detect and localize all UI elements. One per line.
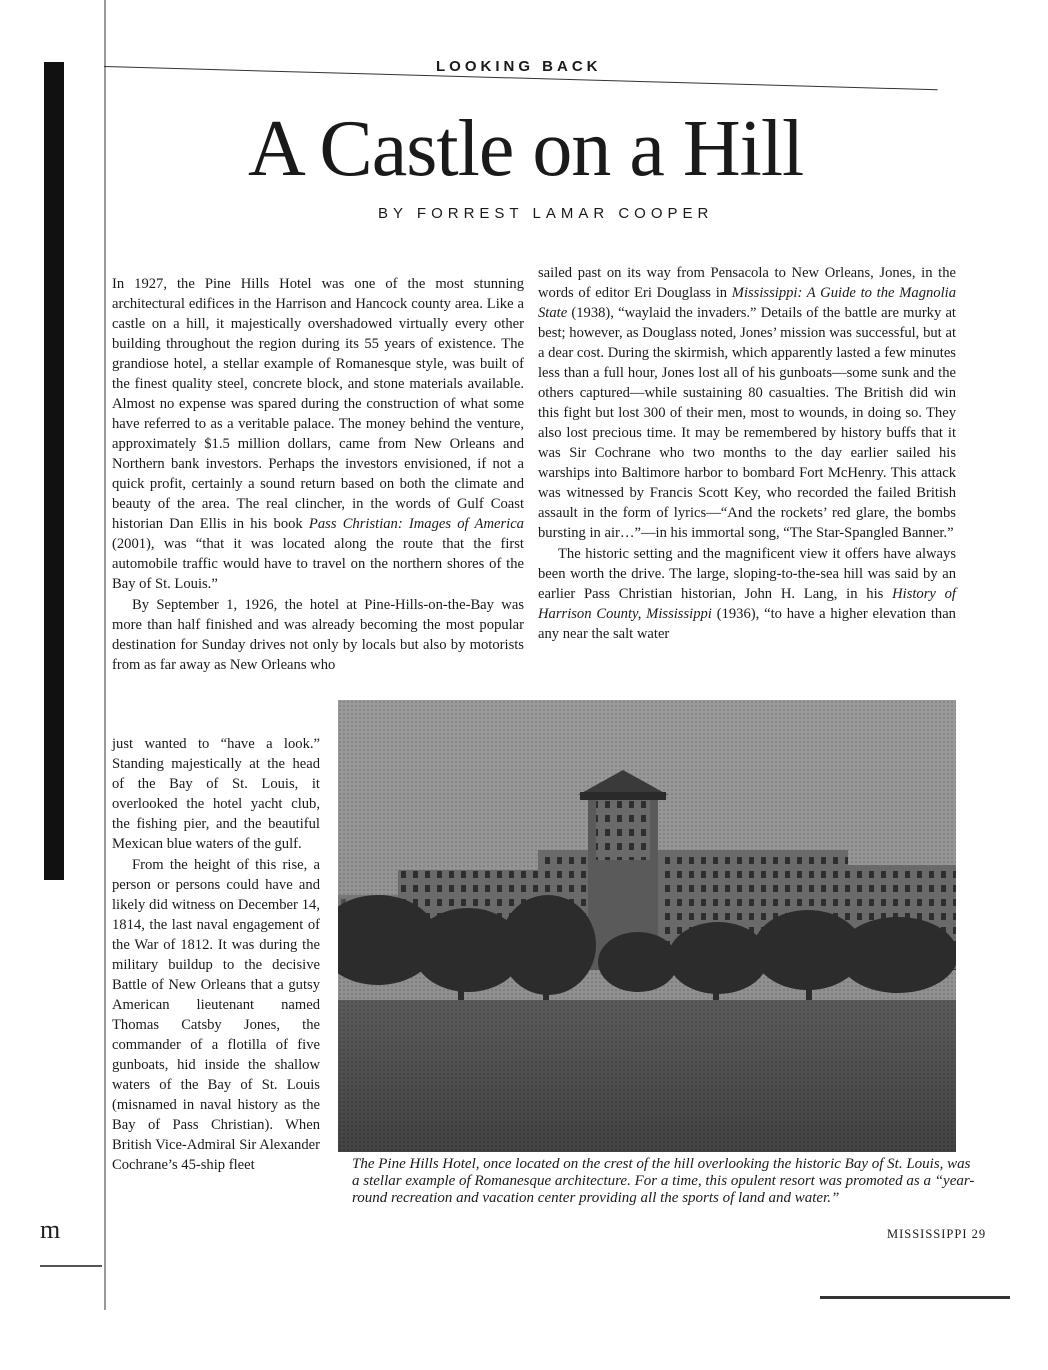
book-title: Pass Christian: Images of America bbox=[308, 516, 524, 532]
body-paragraph: From the height of this rise, a person or persons could have and likely did witness on December 14, 1814, the last naval engagement of the War of 1812. It was during the military buildup to the decisive Battle of New Orleans that a gutsy American lieutenant named Thomas Catsby Jones, the commander of a flotilla of five gunboats, hid inside the shallow waters of the Bay of St. Louis (misnamed in naval history as the Bay of Pass Christian). When British Vice-Admiral Sir Alexander Cochrane’s 45-ship fleet bbox=[112, 857, 320, 1173]
body-paragraph bbox=[538, 544, 956, 644]
book-title: History of Harrison County, Mississippi bbox=[538, 586, 956, 622]
paragraph-text: The historic setting and the magnificent view it offers have always been worth the drive. The large, sloping-to-the-sea hill was said by an earlier Pass Christian historian, John H. Lang, in his bbox=[538, 546, 956, 602]
article-headline: A Castle on a Hill bbox=[248, 105, 804, 193]
body-paragraph: just wanted to “have a look.” Standing majestically at the head of the Bay of St. Louis, it overlooked the hotel yacht club, the fishing pier, and the beautiful Mexican blue waters of the gulf. bbox=[112, 736, 320, 852]
paragraph-text: sailed past on its way from Pensacola to New Orleans, Jones, in the words of editor Eri Douglass in bbox=[538, 265, 956, 301]
book-title: Mississippi: A Guide to the Magnolia State bbox=[538, 285, 956, 321]
paragraph-text: (1936), “to have a higher elevation than any near the salt water bbox=[538, 606, 956, 642]
page-folio: MISSISSIPPI 29 bbox=[887, 1227, 987, 1241]
paragraph-text: In 1927, the Pine Hills Hotel was one of the most stunning architectural edifices in the Harrison and Hancock county area. Like a castle on a hill, it majestically overshadowed virtually every other building throughout the region during its 55 years of existence. The grandiose hotel, a stellar example of Romanesque style, was built of the finest quality steel, concrete block, and stone materials available. Almost no expense was spared during the construction of what some have referred to as a veritable palace. The money behind the venture, approximately $1.5 million dollars, came from New Orleans and Northern bank investors. Perhaps the investors envisioned, if not a quick profit, certainly a sound return based on both the climate and beauty of the area. The real clincher, in the words of Gulf Coast historian Dan Ellis in his book bbox=[112, 276, 524, 532]
paragraph-text: (2001), was “that it was located along the route that the first automobile traffic would have to travel on the northern shores of the Bay of St. Louis.” bbox=[112, 536, 524, 592]
paragraph-text: (1938), “waylaid the invaders.” Details of the battle are murky at best; however, as Douglass noted, Jones’ mission was successful, but at a dear cost. During the skirmish, which apparently lasted a few minutes less than a full hour, Jones lost all of his gunboats—some sunk and the others captured—while sustaining 80 casualties. The British did win this fight but lost 300 of their men, most to wounds, in doing so. They also lost precious time. It may be remembered by history buffs that it was Sir Cochrane who two months to the day earlier sailed his warships into Baltimore harbor to bombard Fort McHenry. This attack was witnessed by Francis Scott Key, who recorded the failed British assault in the form of lyrics—“And the rockets’ red glare, the bombs bursting in air…”—in his immortal song, “The Star-Spangled Banner.” bbox=[538, 305, 956, 541]
hotel-photograph bbox=[338, 700, 956, 1152]
body-column-right bbox=[538, 263, 956, 645]
page-gutter-line bbox=[104, 0, 106, 1310]
body-paragraph: By September 1, 1926, the hotel at Pine-Hills-on-the-Bay was more than half finished and was already becoming the most popular destination for Sunday drives not only by locals but also by motorists from as far away as New Orleans who bbox=[112, 597, 524, 673]
scan-edge-bar bbox=[44, 62, 64, 880]
photo-caption: The Pine Hills Hotel, once located on the crest of the hill overlooking the historic Bay of St. Louis, was a stellar example of Romanesque architecture. For a time, this opulent resort was promoted as a “year-round recreation and vacation center providing all the sports of land and water.” bbox=[352, 1156, 975, 1206]
byline: BY FORREST LAMAR COOPER bbox=[378, 205, 714, 222]
facing-page-rule bbox=[40, 1265, 102, 1267]
body-paragraph bbox=[112, 274, 524, 594]
body-paragraph bbox=[538, 263, 956, 543]
body-column-left-top bbox=[112, 274, 524, 676]
body-column-left-narrow bbox=[112, 734, 320, 1176]
facing-page-fragment: m bbox=[40, 1215, 61, 1244]
bottom-rule bbox=[820, 1296, 1010, 1299]
section-label: LOOKING BACK bbox=[436, 58, 602, 75]
